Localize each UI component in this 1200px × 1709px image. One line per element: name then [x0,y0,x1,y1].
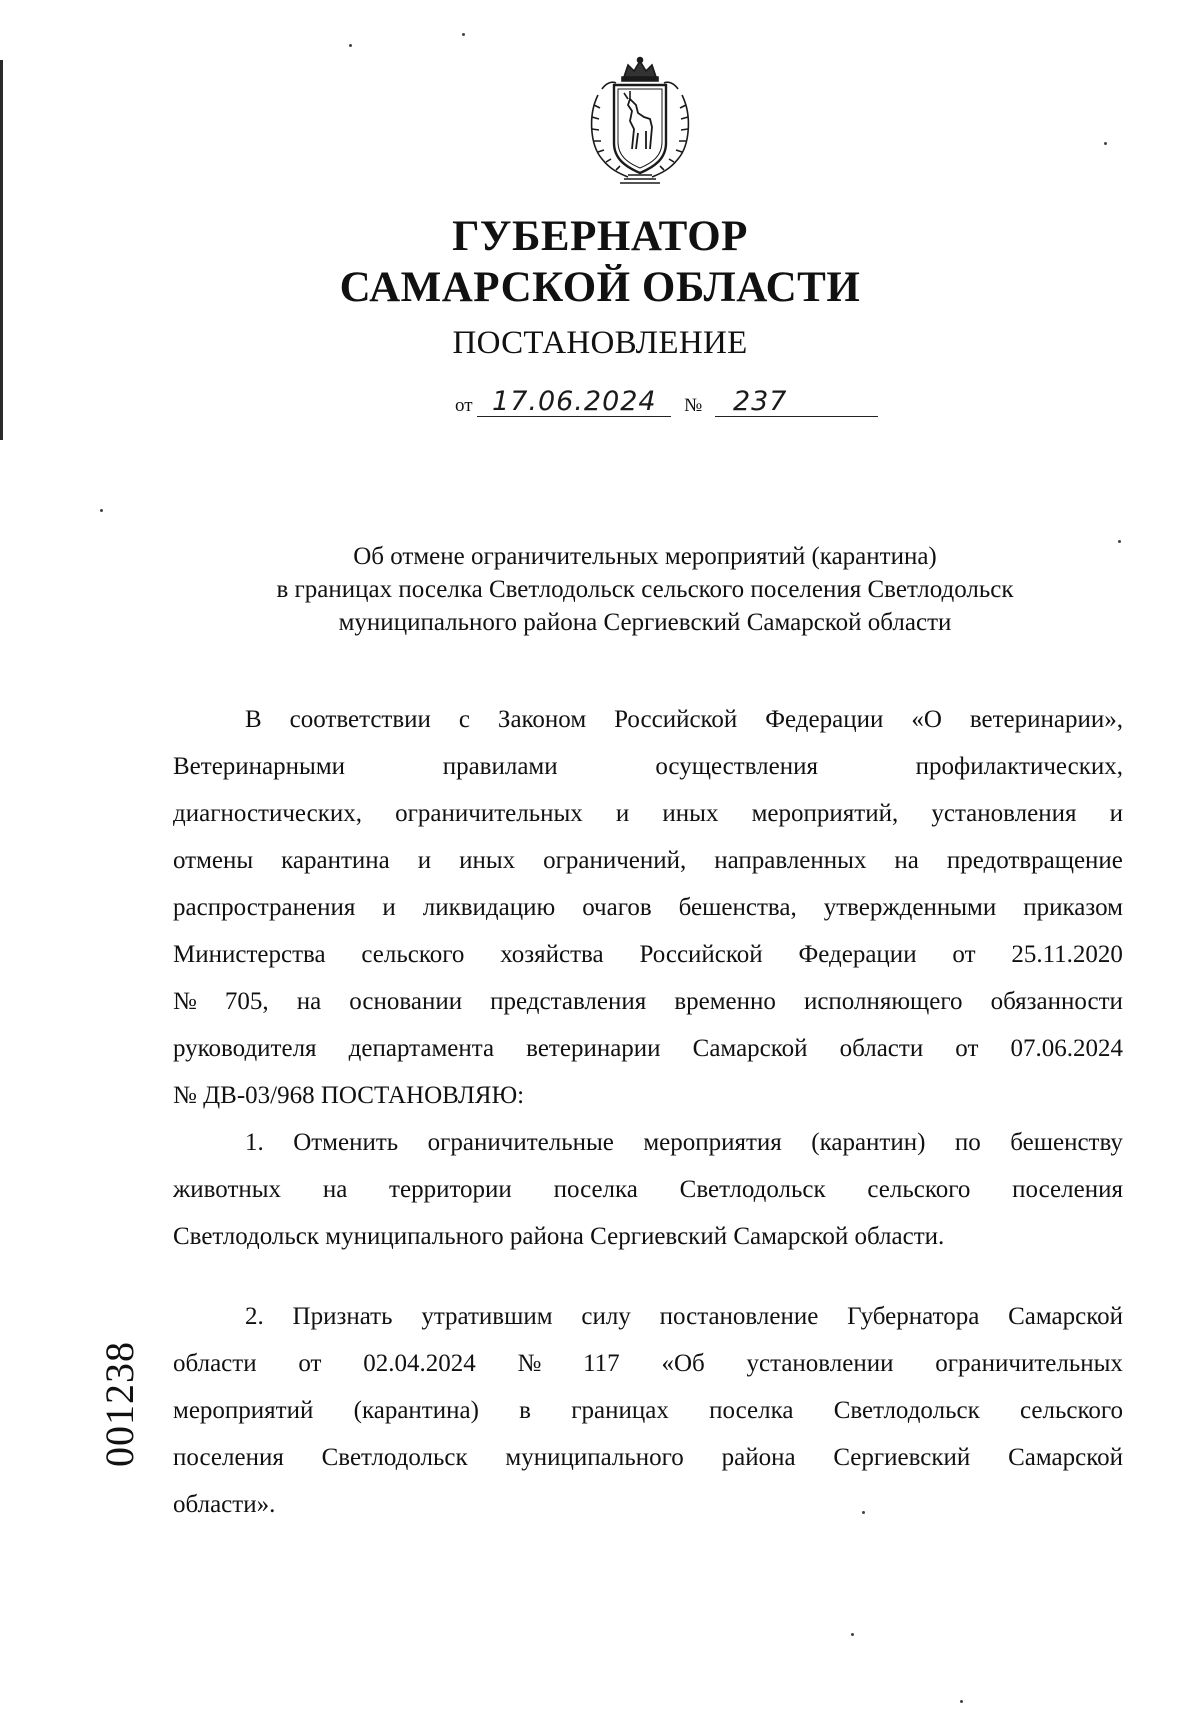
body-line: руководителя департамента ветеринарии Самарской области от 07.06.2024 [173,1035,1123,1062]
scan-speck [100,509,103,512]
handwritten-number: 237 [715,388,878,417]
subject-line: муниципального района Сергиевский Самарской области [338,609,952,636]
subject-line: Об отмене ограничительных мероприятий (карантина) [353,543,937,570]
scan-speck [1104,142,1107,145]
scan-speck [851,1633,854,1636]
authority-title-line2: САМАРСКОЙ ОБЛАСТИ [339,264,861,311]
body-line: области от 02.04.2024 № 117 «Об установлении ограничительных [173,1350,1123,1377]
body-line: поселения Светлодольск муниципального района Сергиевский Самарской [173,1444,1123,1471]
body-line: Светлодольск муниципального района Сергиевский Самарской области. [173,1223,945,1250]
body-line: Ветеринарными правилами осуществления профилактических, [173,753,1123,780]
scan-speck [462,33,465,36]
date-label: от [455,395,473,416]
body-line: 1. Отменить ограничительные мероприятия (карантин) по бешенству [245,1129,1123,1156]
scan-speck [960,1700,963,1703]
document-subject [160,540,1130,639]
date-number-line [455,388,878,420]
handwritten-date: 17.06.2024 [477,388,671,417]
authority-title-line1: ГУБЕРНАТОР [452,213,748,260]
body-line: области». [173,1491,276,1518]
body-line: диагностических, ограничительных и иных мероприятий, установления и [173,800,1123,827]
body-line: № ДВ-03/968 ПОСТАНОВЛЯЮ: [173,1082,525,1109]
document-type: ПОСТАНОВЛЕНИЕ [452,325,748,361]
registration-number: 001238 [97,1341,142,1467]
body-line: отмены карантина и иных ограничений, направленных на предотвращение [173,847,1123,874]
body-line: В соответствии с Законом Российской Федерации «О ветеринарии», [245,706,1123,733]
body-line: 2. Признать утратившим силу постановление Губернатора Самарской [245,1303,1123,1330]
scan-speck [349,44,352,47]
body-line: мероприятий (карантина) в границах поселка Светлодольск сельского [173,1397,1123,1424]
body-line: Министерства сельского хозяйства Российской Федерации от 25.11.2020 [173,941,1123,968]
subject-line: в границах поселка Светлодольск сельского поселения Светлодольск [276,576,1014,603]
body-line: распространения и ликвидацию очагов бешенства, утвержденными приказом [173,894,1123,921]
body-line: животных на территории поселка Светлодольск сельского поселения [173,1176,1123,1203]
samara-coat-of-arms-icon [584,55,696,187]
item2-paragraph [173,1293,1123,1528]
number-label: № [684,395,703,416]
preamble-paragraph [173,696,1123,1260]
body-line: № 705, на основании представления временно исполняющего обязанности [173,988,1123,1015]
